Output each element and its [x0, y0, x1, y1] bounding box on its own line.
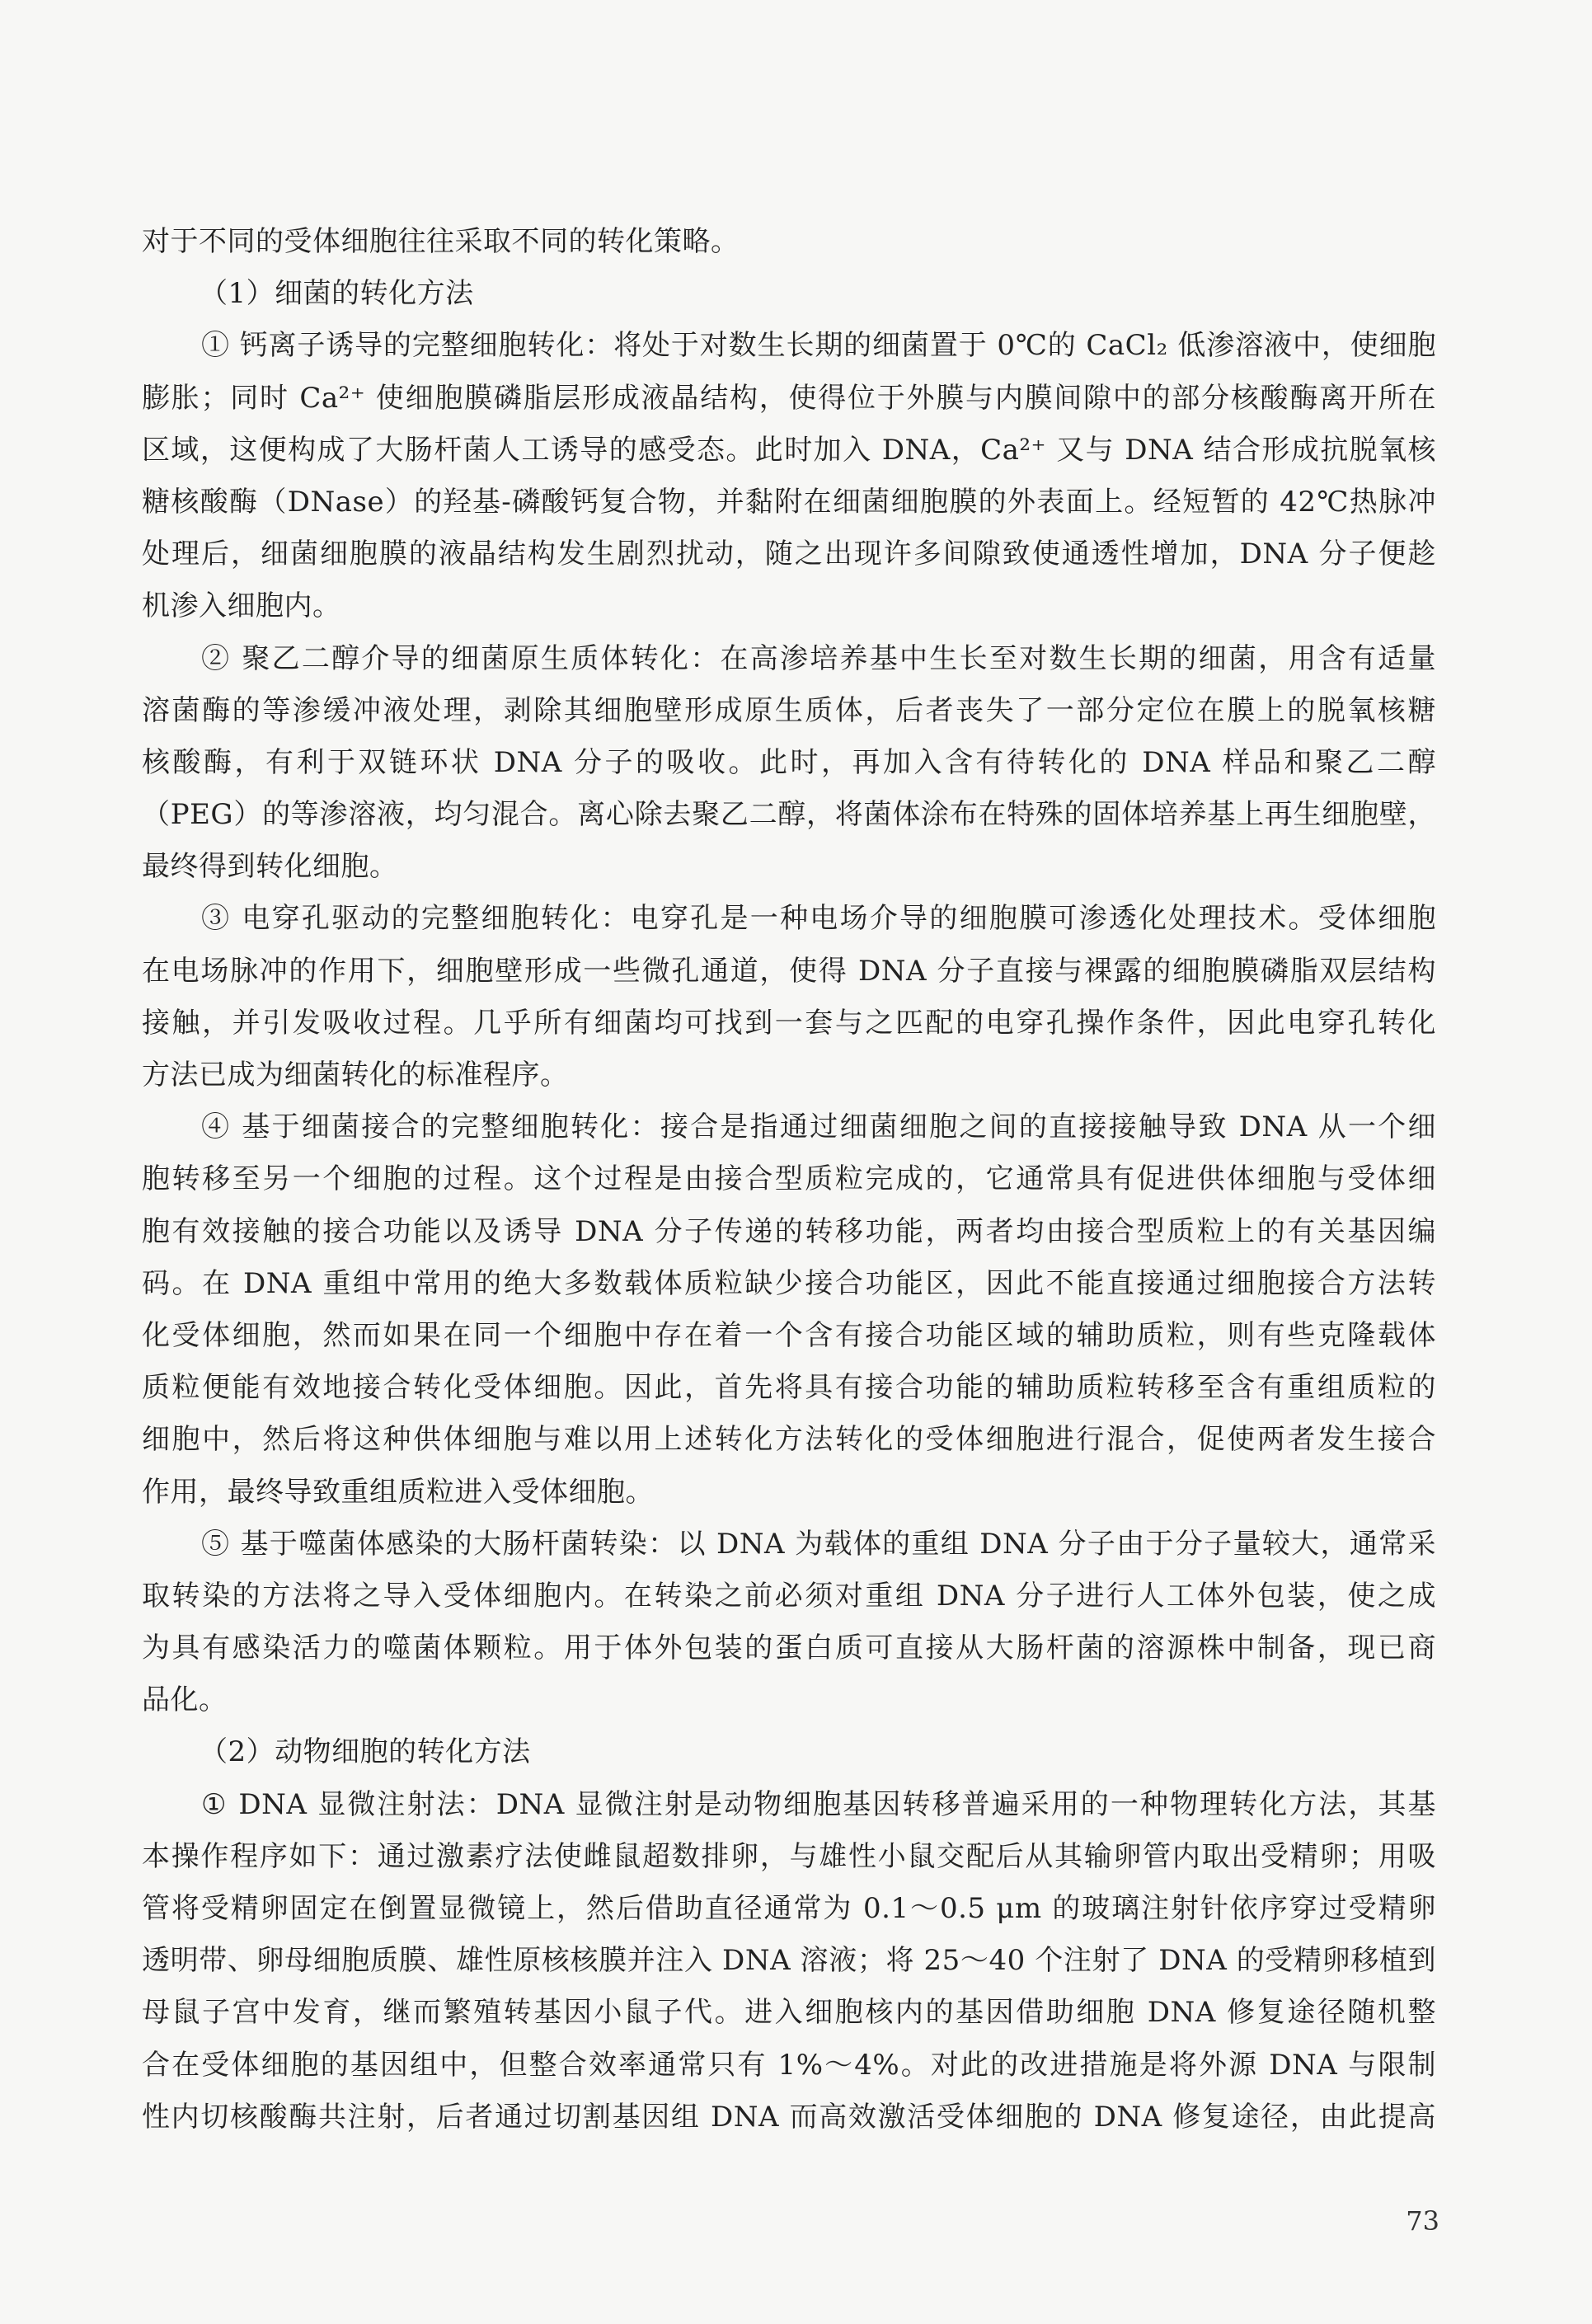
text-line: 溶菌酶的等渗缓冲液处理，剥除其细胞壁形成原生质体，后者丧失了一部分定位在膜上的脱氧核糖	[142, 693, 1436, 727]
text-line: ③ 电穿孔驱动的完整细胞转化：电穿孔是一种电场介导的细胞膜可渗透化处理技术。受体细胞	[201, 902, 1436, 936]
text-line: 胞有效接触的接合功能以及诱导 DNA 分子传递的转移功能，两者均由接合型质粒上的有关基因编	[142, 1214, 1436, 1248]
text-line: 核酸酶，有利于双链环状 DNA 分子的吸收。此时，再加入含有待转化的 DNA 样品和聚乙二醇	[142, 745, 1436, 779]
text-line: （PEG）的等渗溶液，均匀混合。离心除去聚乙二醇，将菌体涂布在特殊的固体培养基上再生细胞壁，	[142, 798, 1436, 832]
text-line: 为具有感染活力的噬菌体颗粒。用于体外包装的蛋白质可直接从大肠杆菌的溶源株中制备，现已商	[142, 1631, 1436, 1665]
section-heading-bacteria: （1）细菌的转化方法	[200, 277, 474, 311]
text-line: 糖核酸酶（DNase）的羟基-磷酸钙复合物，并黏附在细菌细胞膜的外表面上。经短暂的 42℃热脉冲	[142, 485, 1436, 519]
text-line: 膨胀；同时 Ca²⁺ 使细胞膜磷脂层形成液晶结构，使得位于外膜与内膜间隙中的部分核酸酶离开所在	[142, 381, 1436, 415]
text-line: ⑤ 基于噬菌体感染的大肠杆菌转染：以 DNA 为载体的重组 DNA 分子由于分子量较大，通常采	[201, 1527, 1436, 1561]
text-line: ① 钙离子诱导的完整细胞转化：将处于对数生长期的细菌置于 0℃的 CaCl₂ 低渗溶液中，使细胞	[201, 329, 1436, 363]
text-line: ② 聚乙二醇介导的细菌原生质体转化：在高渗培养基中生长至对数生长期的细菌，用含有适量	[201, 641, 1436, 675]
text-line: 最终得到转化细胞。	[142, 850, 398, 884]
text-line: 本操作程序如下：通过激素疗法使雌鼠超数排卵，与雄性小鼠交配后从其输卵管内取出受精卵；用吸	[142, 1839, 1436, 1873]
text-line: 在电场脉冲的作用下，细胞壁形成一些微孔通道，使得 DNA 分子直接与裸露的细胞膜磷脂双层结构	[142, 954, 1436, 988]
text-line: ④ 基于细菌接合的完整细胞转化：接合是指通过细菌细胞之间的直接接触导致 DNA 从一个细	[201, 1110, 1436, 1144]
text-line: 胞转移至另一个细胞的过程。这个过程是由接合型质粒完成的，它通常具有促进供体细胞与受体细	[142, 1162, 1436, 1196]
text-line: 细胞中，然后将这种供体细胞与难以用上述转化方法转化的受体细胞进行混合，促使两者发生接合	[142, 1423, 1436, 1457]
text-line: 透明带、卵母细胞质膜、雄性原核核膜并注入 DNA 溶液；将 25～40 个注射了 DNA 的受精卵移植到	[142, 1944, 1436, 1978]
text-line: 品化。	[142, 1683, 228, 1717]
text-line: 对于不同的受体细胞往往采取不同的转化策略。	[142, 225, 740, 258]
body-text	[142, 216, 1436, 2143]
text-line: 性内切核酸酶共注射，后者通过切割基因组 DNA 而高效激活受体细胞的 DNA 修复途径，由此提高	[142, 2100, 1436, 2134]
text-line: 接触，并引发吸收过程。几乎所有细菌均可找到一套与之匹配的电穿孔操作条件，因此电穿孔转化	[142, 1006, 1436, 1040]
text-line: 化受体细胞，然而如果在同一个细胞中存在着一个含有接合功能区域的辅助质粒，则有些克隆载体	[142, 1318, 1436, 1352]
text-line: 机渗入细胞内。	[142, 589, 341, 623]
text-line: 合在受体细胞的基因组中，但整合效率通常只有 1%～4%。对此的改进措施是将外源 DNA 与限制	[142, 2048, 1436, 2082]
text-line: ① DNA 显微注射法：DNA 显微注射是动物细胞基因转移普遍采用的一种物理转化方法，其基	[201, 1787, 1436, 1821]
text-line: 区域，这便构成了大肠杆菌人工诱导的感受态。此时加入 DNA，Ca²⁺ 又与 DNA 结合形成抗脱氧核	[142, 433, 1436, 467]
text-line: 码。在 DNA 重组中常用的绝大多数载体质粒缺少接合功能区，因此不能直接通过细胞接合方法转	[142, 1266, 1436, 1300]
text-line: 作用，最终导致重组质粒进入受体细胞。	[142, 1475, 654, 1509]
section-heading-animal-cells: （2）动物细胞的转化方法	[200, 1735, 531, 1769]
text-line: 母鼠子宫中发育，继而繁殖转基因小鼠子代。进入细胞核内的基因借助细胞 DNA 修复途径随机整	[142, 1996, 1436, 2030]
text-line: 质粒便能有效地接合转化受体细胞。因此，首先将具有接合功能的辅助质粒转移至含有重组质粒的	[142, 1371, 1436, 1405]
text-line: 管将受精卵固定在倒置显微镜上，然后借助直径通常为 0.1～0.5 μm 的玻璃注射针依序穿过受精卵	[142, 1892, 1436, 1925]
text-line: 方法已成为细菌转化的标准程序。	[142, 1059, 569, 1092]
text-line: 处理后，细菌细胞膜的液晶结构发生剧烈扰动，随之出现许多间隙致使通透性增加，DNA 分子便趁	[142, 538, 1436, 571]
text-line: 取转染的方法将之导入受体细胞内。在转染之前必须对重组 DNA 分子进行人工体外包装，使之成	[142, 1579, 1436, 1613]
page-number: 73	[1406, 2205, 1439, 2237]
